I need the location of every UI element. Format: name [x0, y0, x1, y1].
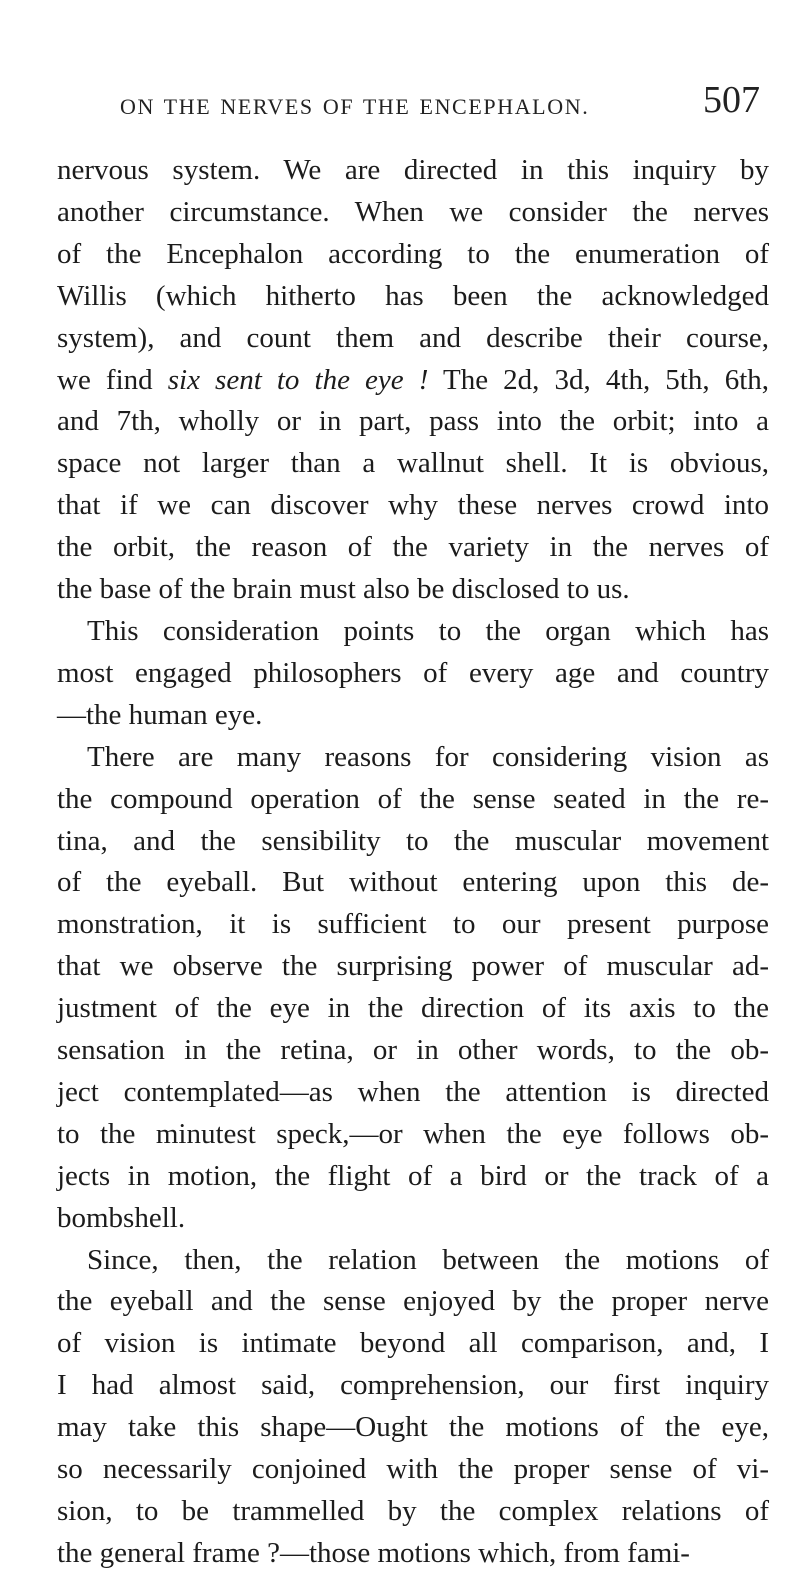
running-head	[120, 78, 760, 121]
text-line	[57, 611, 769, 653]
text-segment: —the human eye.	[57, 698, 263, 731]
text-segment: nervous system. We are directed in this inquiry by	[57, 154, 769, 186]
text-segment: sion, to be trammelled by the complex relations of	[57, 1495, 769, 1527]
text-line	[57, 276, 769, 318]
text-segment: the base of the brain must also be disclosed to us.	[57, 573, 630, 606]
text-segment: bombshell.	[57, 1201, 186, 1234]
text-line	[57, 862, 769, 904]
text-segment: that we observe the surprising power of muscular ad-	[57, 950, 769, 983]
page-number: 507	[703, 79, 760, 121]
text-line	[57, 1491, 769, 1533]
text-line	[57, 695, 769, 737]
text-line	[57, 1323, 769, 1365]
text-segment: ject contemplated—as when the attention is directed	[57, 1075, 769, 1108]
text-line	[57, 318, 769, 360]
text-segment: that if we can discover why these nerves crowd into	[57, 489, 769, 522]
text-segment: most engaged philosophers of every age and country	[57, 656, 769, 689]
text-segment: The 2d, 3d, 4th, 5th, 6th,	[428, 363, 770, 396]
paragraph	[57, 1240, 769, 1575]
text-segment: may take this shape—Ought the motions of the eye,	[57, 1411, 769, 1444]
text-line	[57, 1114, 769, 1156]
body-text	[57, 150, 769, 1575]
text-segment: This consideration points to the organ which has	[87, 614, 769, 647]
text-line	[57, 653, 769, 695]
text-segment: Since, then, the relation between the motions of	[87, 1243, 769, 1276]
text-line	[57, 1240, 769, 1282]
text-segment: system), and count them and describe their course,	[57, 321, 769, 354]
text-line	[57, 569, 769, 611]
text-segment: of the eyeball. But without entering upon this de-	[57, 866, 769, 899]
text-line	[57, 1281, 769, 1323]
text-line	[57, 821, 769, 863]
text-line	[57, 1365, 769, 1407]
text-segment: the orbit, the reason of the variety in the nerves of	[57, 531, 769, 564]
text-segment: so necessarily conjoined with the proper sense of vi-	[57, 1453, 769, 1486]
text-segment: we find	[57, 363, 168, 396]
text-segment: to the minutest speck,—or when the eye follows ob-	[57, 1117, 769, 1150]
text-line	[57, 1533, 769, 1575]
running-title: ON THE NERVES OF THE ENCEPHALON.	[120, 94, 590, 119]
text-segment: the eyeball and the sense enjoyed by the proper nerve	[57, 1285, 769, 1318]
text-line	[57, 527, 769, 569]
text-segment: the general frame ?—those motions which, from fami-	[57, 1536, 690, 1569]
text-line	[57, 988, 769, 1030]
text-line	[57, 1198, 769, 1240]
text-segment: Willis (which hitherto has been the acknowledged	[57, 279, 769, 312]
emphasized-text: six sent to the eye !	[167, 363, 429, 396]
text-segment: There are many reasons for considering vision as	[87, 740, 769, 773]
text-segment: another circumstance. When we consider the nerves	[57, 195, 769, 228]
text-segment: of vision is intimate beyond all comparison, and, I	[57, 1327, 769, 1360]
text-line	[57, 401, 769, 443]
text-segment: sensation in the retina, or in other words, to the ob-	[57, 1034, 769, 1067]
paragraph	[57, 611, 769, 737]
text-line	[57, 234, 769, 276]
text-line	[57, 737, 769, 779]
text-segment: justment of the eye in the direction of its axis to the	[57, 992, 769, 1025]
text-line	[57, 946, 769, 988]
text-line	[57, 1156, 769, 1198]
text-line	[57, 1030, 769, 1072]
text-line	[57, 1072, 769, 1114]
text-segment: I had almost said, comprehension, our first inquiry	[57, 1369, 769, 1402]
text-segment: of the Encephalon according to the enumeration of	[57, 237, 769, 270]
text-segment: tina, and the sensibility to the muscular movement	[57, 824, 769, 857]
paragraph	[57, 150, 769, 611]
text-segment: jects in motion, the flight of a bird or the track of a	[57, 1159, 769, 1192]
text-line	[57, 443, 769, 485]
text-segment: and 7th, wholly or in part, pass into the orbit; into a	[57, 405, 769, 438]
text-segment: the compound operation of the sense seated in the re-	[57, 782, 769, 815]
text-line	[57, 1449, 769, 1491]
text-line	[57, 1407, 769, 1449]
paragraph	[57, 737, 769, 1240]
text-segment: space not larger than a wallnut shell. It is obvious,	[57, 447, 769, 480]
text-line	[57, 779, 769, 821]
text-line	[57, 150, 769, 192]
text-line	[57, 360, 769, 402]
text-line	[57, 192, 769, 234]
text-line	[57, 904, 769, 946]
text-segment: monstration, it is sufficient to our present purpose	[57, 908, 769, 941]
text-line	[57, 485, 769, 527]
